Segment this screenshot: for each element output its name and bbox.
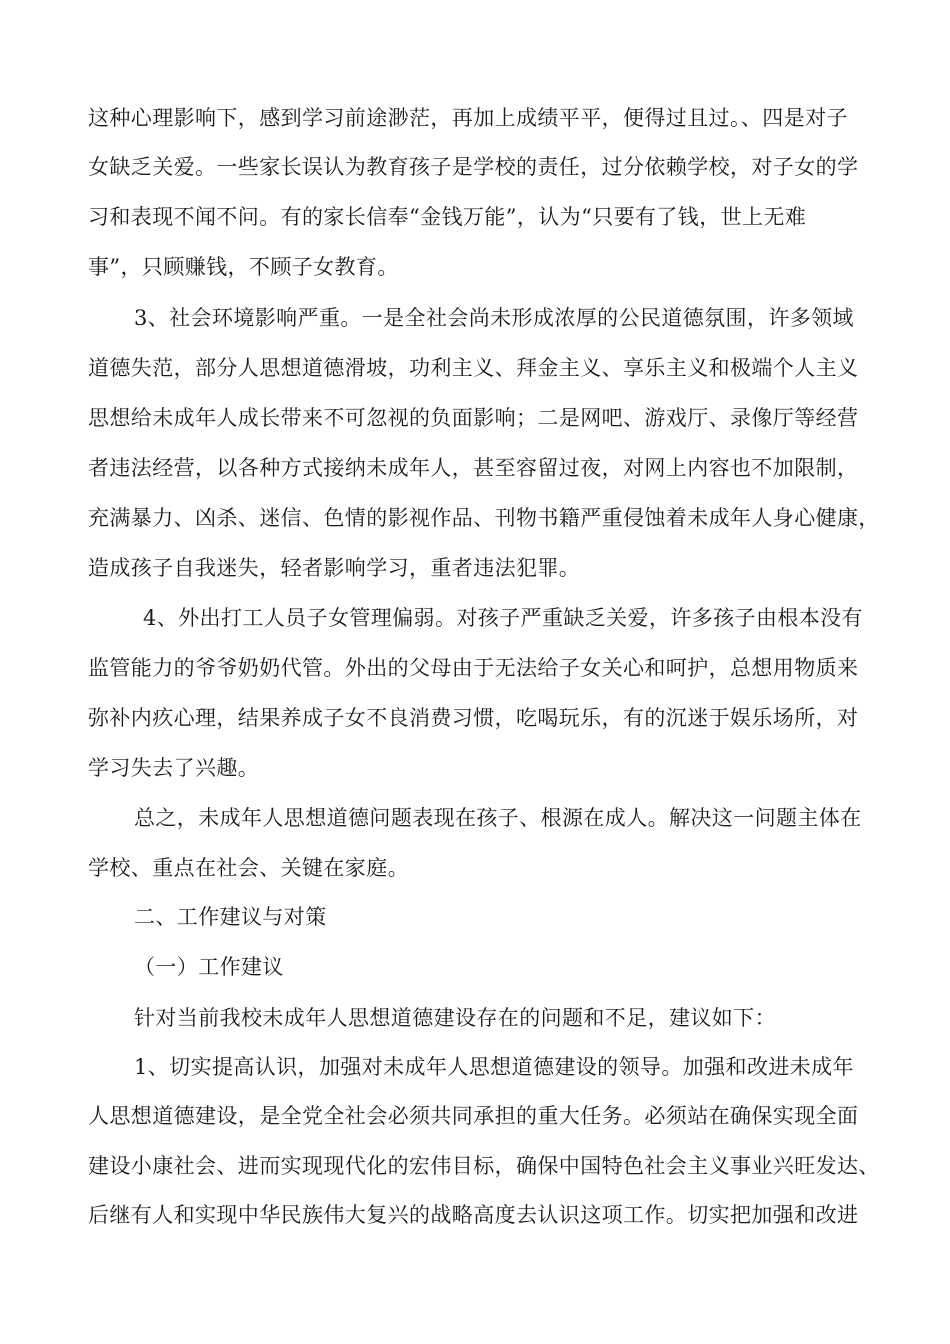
text-line: 习和表现不闻不问。有的家长信奉“金钱万能”，认为“只要有了钱，世上无难 xyxy=(88,205,807,229)
text-line: 充满暴力、凶杀、迷信、色情的影视作品、刊物书籍严重侵蚀着未成年人身心健康， xyxy=(88,506,880,530)
text-line: 弥补内疚心理，结果养成子女不良消费习惯，吃喝玩乐，有的沉迷于娱乐场所，对 xyxy=(88,706,859,730)
paragraph-line: 针对当前我校未成年人思想道德建设存在的问题和不足，建议如下： xyxy=(134,1006,776,1030)
text-line: 后继有人和实现中华民族伟大复兴的战略高度去认识这项工作。切实把加强和改进 xyxy=(88,1203,859,1227)
paragraph-line: 4、外出打工人员子女管理偏弱。对孩子严重缺乏关爱，许多孩子由根本没有 xyxy=(143,606,863,630)
text-line: 建设小康社会、进而实现现代化的宏伟目标，确保中国特色社会主义事业兴旺发达、 xyxy=(88,1154,880,1178)
subsection-heading: （一）工作建议 xyxy=(134,955,284,979)
text-line: 道德失范，部分人思想道德滑坡，功利主义、拜金主义、享乐主义和极端个人主义 xyxy=(88,356,859,380)
paragraph-line: 3、社会环境影响严重。一是全社会尚未形成浓厚的公民道德氛围，许多领域 xyxy=(134,306,854,330)
text-line: 思想给未成年人成长带来不可忽视的负面影响；二是网吧、游戏厅、录像厅等经营 xyxy=(88,406,859,430)
text-line: 学习失去了兴趣。 xyxy=(88,756,260,780)
text-line: 监管能力的爷爷奶奶代管。外出的父母由于无法给子女关心和呵护，总想用物质来 xyxy=(88,656,859,680)
text-line: 这种心理影响下，感到学习前途渺茫，再加上成绩平平，便得过且过。、四是对子 xyxy=(88,106,848,130)
text-line: 女缺乏关爱。一些家长误认为教育孩子是学校的责任，过分依赖学校，对子女的学 xyxy=(88,155,859,179)
text-line: 学校、重点在社会、关键在家庭。 xyxy=(88,856,409,880)
section-heading: 二、工作建议与对策 xyxy=(134,905,327,929)
text-line: 造成孩子自我迷失，轻者影响学习，重者违法犯罪。 xyxy=(88,556,581,580)
text-line: 人思想道德建设，是全党全社会必须共同承担的重大任务。必须站在确保实现全面 xyxy=(88,1104,859,1128)
paragraph-line: 总之，未成年人思想道德问题表现在孩子、根源在成人。解决这一问题主体在 xyxy=(134,806,862,830)
text-line: 者违法经营，以各种方式接纳未成年人，甚至容留过夜，对网上内容也不加限制， xyxy=(88,456,859,480)
paragraph-line: 1、切实提高认识，加强对未成年人思想道德建设的领导。加强和改进未成年 xyxy=(134,1055,854,1079)
text-line: 事”，只顾赚钱，不顾子女教育。 xyxy=(88,255,399,279)
